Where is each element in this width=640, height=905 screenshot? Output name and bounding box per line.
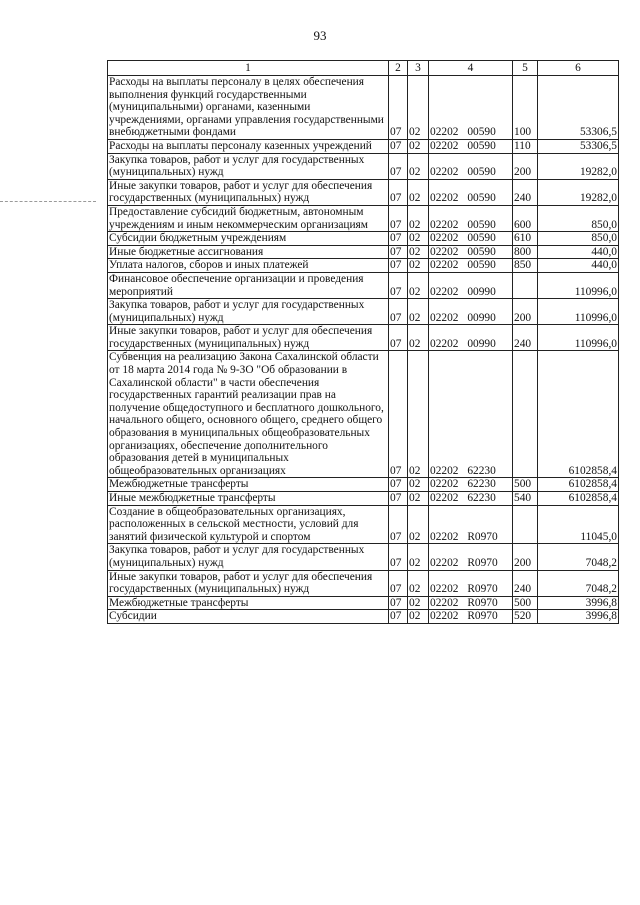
row-name-cell: Иные бюджетные ассигнования: [108, 245, 389, 259]
table-row: [108, 570, 619, 596]
section-code-cell: 07: [389, 570, 408, 596]
amount-cell: 110996,0: [538, 272, 619, 298]
row-name-cell: Закупка товаров, работ и услуг для государственных (муниципальных) нужд: [108, 153, 389, 179]
target-article-cell: 02202 00990: [429, 325, 513, 351]
target-article-cell: 02202 00590: [429, 259, 513, 273]
subsection-code-cell: 02: [408, 325, 429, 351]
page-number: 93: [313, 28, 327, 43]
table-row: [108, 505, 619, 544]
section-code-cell: 07: [389, 153, 408, 179]
row-name-cell: Иные закупки товаров, работ и услуг для обеспечения государственных (муниципальных) нужд: [108, 570, 389, 596]
table-row: [108, 610, 619, 624]
target-article-cell: 02202 00590: [429, 139, 513, 153]
subsection-code-cell: 02: [408, 570, 429, 596]
row-name-cell: Субвенция на реализацию Закона Сахалинской области от 18 марта 2014 года № 9-ЗО "Об образовании в Сахалинской области" в части обеспечения государственных гарантий реализации прав на получение общедоступного и бесплатного дошкольного, начального общего, основного общего, среднего общего образования в муниципальных общеобразовательных организациях, обеспечение дополнительного образования детей в муниципальных общеобразовательных организациях: [108, 351, 389, 478]
section-code-cell: 07: [389, 76, 408, 140]
section-code-cell: 07: [389, 610, 408, 624]
table-row: [108, 232, 619, 246]
expense-type-cell: 240: [513, 570, 538, 596]
table-row: [108, 272, 619, 298]
amount-cell: 11045,0: [538, 505, 619, 544]
section-code-cell: 07: [389, 325, 408, 351]
table-row: [108, 139, 619, 153]
expense-type-cell: 500: [513, 478, 538, 492]
table-row: [108, 299, 619, 325]
target-article-cell: 02202 R0970: [429, 544, 513, 570]
scan-mark: [0, 201, 96, 202]
subsection-code-cell: 02: [408, 232, 429, 246]
section-code-cell: 07: [389, 299, 408, 325]
target-article-cell: 02202 00590: [429, 153, 513, 179]
amount-cell: 110996,0: [538, 299, 619, 325]
table-row: [108, 259, 619, 273]
row-name-cell: Закупка товаров, работ и услуг для государственных (муниципальных) нужд: [108, 544, 389, 570]
table-row: [108, 351, 619, 478]
row-name-cell: Создание в общеобразовательных организациях, расположенных в сельской местности, условий для занятий физической культурой и спортом: [108, 505, 389, 544]
section-code-cell: 07: [389, 492, 408, 506]
row-name-cell: Иные межбюджетные трансферты: [108, 492, 389, 506]
row-name-cell: Уплата налогов, сборов и иных платежей: [108, 259, 389, 273]
section-code-cell: 07: [389, 596, 408, 610]
target-article-cell: 02202 00590: [429, 245, 513, 259]
row-name-cell: Субсидии: [108, 610, 389, 624]
column-header: 5: [513, 61, 538, 76]
column-header: 4: [429, 61, 513, 76]
target-article-cell: 02202 00990: [429, 299, 513, 325]
row-name-cell: Закупка товаров, работ и услуг для государственных (муниципальных) нужд: [108, 299, 389, 325]
expense-type-cell: 600: [513, 205, 538, 231]
amount-cell: 440,0: [538, 259, 619, 273]
expense-type-cell: 100: [513, 76, 538, 140]
row-name-cell: Субсидии бюджетным учреждениям: [108, 232, 389, 246]
row-name-cell: Финансовое обеспечение организации и проведения мероприятий: [108, 272, 389, 298]
target-article-cell: 02202 R0970: [429, 570, 513, 596]
subsection-code-cell: 02: [408, 478, 429, 492]
subsection-code-cell: 02: [408, 153, 429, 179]
subsection-code-cell: 02: [408, 259, 429, 273]
section-code-cell: 07: [389, 259, 408, 273]
expense-type-cell: [513, 505, 538, 544]
column-header: 2: [389, 61, 408, 76]
table-row: [108, 245, 619, 259]
target-article-cell: 02202 R0970: [429, 505, 513, 544]
section-code-cell: 07: [389, 245, 408, 259]
amount-cell: 6102858,4: [538, 478, 619, 492]
section-code-cell: 07: [389, 205, 408, 231]
target-article-cell: 02202 00590: [429, 76, 513, 140]
expense-type-cell: [513, 351, 538, 478]
column-header: 3: [408, 61, 429, 76]
table-row: [108, 153, 619, 179]
amount-cell: 6102858,4: [538, 492, 619, 506]
expense-type-cell: 540: [513, 492, 538, 506]
table-row: [108, 596, 619, 610]
row-name-cell: Расходы на выплаты персоналу казенных учреждений: [108, 139, 389, 153]
subsection-code-cell: 02: [408, 351, 429, 478]
amount-cell: 53306,5: [538, 139, 619, 153]
amount-cell: 19282,0: [538, 179, 619, 205]
row-name-cell: Расходы на выплаты персоналу в целях обеспечения выполнения функций государственными (муниципальными) органами, казенными учреждениями, органами управления государственными внебюджетными фондами: [108, 76, 389, 140]
expense-type-cell: 110: [513, 139, 538, 153]
expense-type-cell: 520: [513, 610, 538, 624]
amount-cell: 3996,8: [538, 610, 619, 624]
row-name-cell: Предоставление субсидий бюджетным, автономным учреждениям и иным некоммерческим организациям: [108, 205, 389, 231]
column-header: 6: [538, 61, 619, 76]
target-article-cell: 02202 R0970: [429, 596, 513, 610]
expense-type-cell: 200: [513, 299, 538, 325]
expense-type-cell: 240: [513, 179, 538, 205]
amount-cell: 7048,2: [538, 570, 619, 596]
subsection-code-cell: 02: [408, 596, 429, 610]
target-article-cell: 02202 00590: [429, 205, 513, 231]
expense-type-cell: 850: [513, 259, 538, 273]
expense-type-cell: 200: [513, 544, 538, 570]
section-code-cell: 07: [389, 544, 408, 570]
subsection-code-cell: 02: [408, 245, 429, 259]
amount-cell: 440,0: [538, 245, 619, 259]
subsection-code-cell: 02: [408, 299, 429, 325]
amount-cell: 7048,2: [538, 544, 619, 570]
target-article-cell: 02202 00990: [429, 272, 513, 298]
table-row: [108, 205, 619, 231]
subsection-code-cell: 02: [408, 76, 429, 140]
row-name-cell: Иные закупки товаров, работ и услуг для обеспечения государственных (муниципальных) нужд: [108, 179, 389, 205]
section-code-cell: 07: [389, 351, 408, 478]
table-row: [108, 478, 619, 492]
row-name-cell: Межбюджетные трансферты: [108, 478, 389, 492]
target-article-cell: 02202 R0970: [429, 610, 513, 624]
amount-cell: 3996,8: [538, 596, 619, 610]
target-article-cell: 02202 62230: [429, 478, 513, 492]
expense-type-cell: 610: [513, 232, 538, 246]
amount-cell: 110996,0: [538, 325, 619, 351]
amount-cell: 850,0: [538, 205, 619, 231]
amount-cell: 53306,5: [538, 76, 619, 140]
row-name-cell: Иные закупки товаров, работ и услуг для обеспечения государственных (муниципальных) нужд: [108, 325, 389, 351]
table-row: [108, 76, 619, 140]
table-row: [108, 179, 619, 205]
subsection-code-cell: 02: [408, 179, 429, 205]
budget-table: [107, 60, 619, 624]
target-article-cell: 02202 00590: [429, 232, 513, 246]
section-code-cell: 07: [389, 478, 408, 492]
subsection-code-cell: 02: [408, 544, 429, 570]
amount-cell: 850,0: [538, 232, 619, 246]
section-code-cell: 07: [389, 139, 408, 153]
expense-type-cell: 240: [513, 325, 538, 351]
table-row: [108, 544, 619, 570]
target-article-cell: 02202 62230: [429, 492, 513, 506]
expense-type-cell: 200: [513, 153, 538, 179]
table-header-row: [108, 61, 619, 76]
amount-cell: 19282,0: [538, 153, 619, 179]
subsection-code-cell: 02: [408, 139, 429, 153]
amount-cell: 6102858,4: [538, 351, 619, 478]
expense-type-cell: [513, 272, 538, 298]
target-article-cell: 02202 62230: [429, 351, 513, 478]
table-row: [108, 492, 619, 506]
row-name-cell: Межбюджетные трансферты: [108, 596, 389, 610]
target-article-cell: 02202 00590: [429, 179, 513, 205]
subsection-code-cell: 02: [408, 610, 429, 624]
expense-type-cell: 800: [513, 245, 538, 259]
subsection-code-cell: 02: [408, 505, 429, 544]
subsection-code-cell: 02: [408, 272, 429, 298]
subsection-code-cell: 02: [408, 205, 429, 231]
subsection-code-cell: 02: [408, 492, 429, 506]
table-row: [108, 325, 619, 351]
expense-type-cell: 500: [513, 596, 538, 610]
section-code-cell: 07: [389, 179, 408, 205]
section-code-cell: 07: [389, 232, 408, 246]
section-code-cell: 07: [389, 272, 408, 298]
section-code-cell: 07: [389, 505, 408, 544]
column-header: 1: [108, 61, 389, 76]
